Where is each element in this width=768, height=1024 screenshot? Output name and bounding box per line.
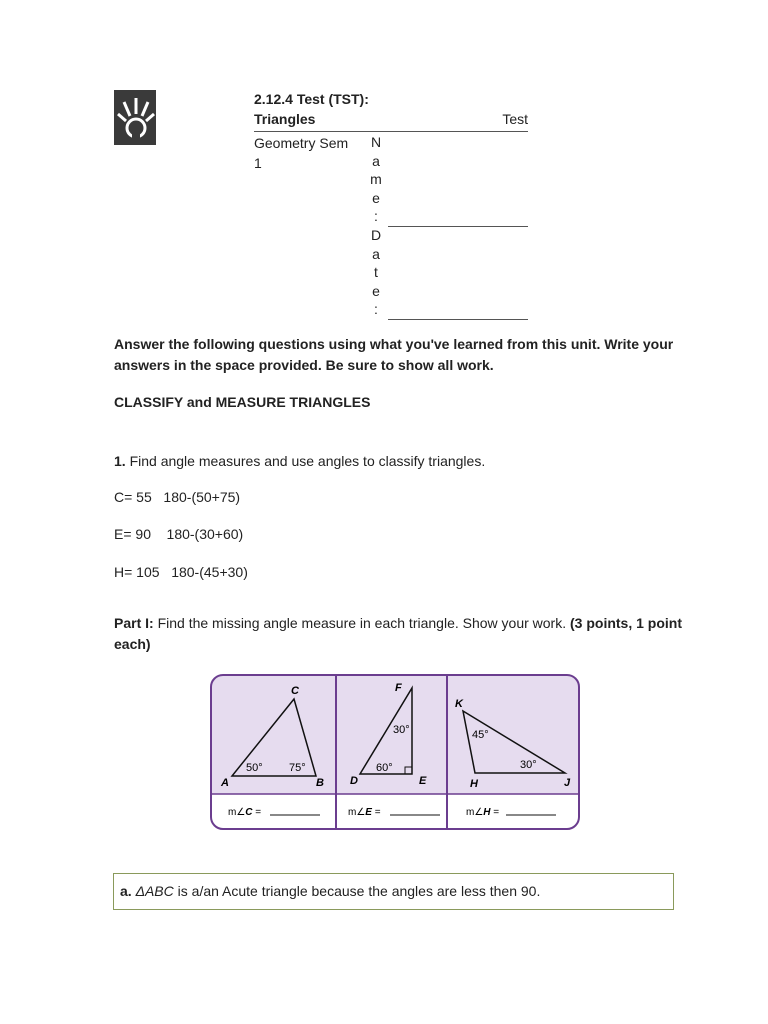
name-letter: :: [374, 208, 378, 224]
part-1-instructions: [114, 613, 684, 655]
vertex-label-e: E: [419, 775, 427, 787]
vertex-label-d: D: [350, 775, 358, 787]
date-letter: D: [370, 227, 382, 243]
answer-line: E= 90 180-(30+60): [114, 526, 244, 542]
name-letter: a: [372, 152, 380, 169]
test-type: Test: [502, 111, 528, 127]
answer-triangle: ΔABC: [135, 883, 174, 899]
name-field-line[interactable]: [388, 226, 528, 227]
answer-line: C= 55 180-(50+75): [114, 489, 241, 505]
part-text: Find the missing angle measure in each triangle. Show your work.: [153, 615, 571, 631]
lightbulb-logo-icon: [114, 90, 156, 145]
name-letter: e: [372, 189, 380, 206]
blank-label-c: [228, 807, 261, 818]
angle-label: 45°: [472, 729, 489, 741]
vertex-label-a: A: [221, 777, 229, 789]
section-title: CLASSIFY and MEASURE TRIANGLES: [114, 394, 371, 410]
vertex-label-h: H: [470, 778, 478, 790]
answer-a-box[interactable]: [113, 873, 674, 910]
name-letter: m: [370, 171, 382, 187]
question-text: Find angle measures and use angles to classify triangles.: [125, 453, 486, 469]
course-name: [254, 133, 364, 173]
header-divider: [254, 131, 528, 132]
question-1: [114, 451, 684, 472]
vertex-label-j: J: [564, 777, 571, 789]
answer-line: H= 105 180-(45+30): [114, 564, 248, 580]
date-letter: a: [372, 245, 380, 262]
blank-eq: =: [371, 807, 381, 818]
question-number: 1.: [114, 453, 126, 469]
name-letter: N: [370, 134, 382, 150]
blank-prefix: m∠: [348, 807, 366, 818]
test-title-line1: 2.12.4 Test (TST):: [254, 91, 369, 107]
course-line1: Geometry Sem: [254, 135, 349, 151]
part-label: Part I:: [114, 615, 154, 631]
blank-prefix: m∠: [466, 807, 484, 818]
part-points: (3 points, 1 point each): [114, 615, 683, 652]
blank-vertex: C: [245, 807, 253, 818]
date-letter: t: [374, 264, 378, 280]
blank-label-h: [466, 807, 499, 818]
course-line2: 1: [254, 155, 262, 171]
angle-label: 75°: [289, 762, 306, 774]
angle-label: 50°: [246, 762, 263, 774]
blank-eq: =: [252, 807, 262, 818]
date-label: [368, 226, 384, 319]
blank-eq: =: [490, 807, 500, 818]
vertex-label-f: F: [395, 682, 402, 694]
blank-label-e: [348, 807, 381, 818]
blank-prefix: m∠: [228, 807, 246, 818]
vertex-label-b: B: [316, 777, 324, 789]
answer-text: is a/an Acute triangle because the angles are less then 90.: [173, 883, 541, 899]
blank-vertex: H: [483, 807, 491, 818]
instructions: Answer the following questions using what you've learned from this unit. Write your answers in the space provided. Be sure to show all work.: [114, 336, 674, 373]
triangle-figure: [210, 674, 580, 830]
test-title-line2: Triangles: [254, 111, 316, 127]
answer-label: a.: [120, 883, 132, 899]
date-letter: :: [374, 301, 378, 317]
date-letter: e: [372, 282, 380, 299]
vertex-label-c: C: [291, 685, 299, 697]
date-field-line[interactable]: [388, 319, 528, 320]
blank-vertex: E: [365, 807, 372, 818]
angle-label: 30°: [520, 759, 537, 771]
angle-label: 30°: [393, 724, 410, 736]
test-title: [254, 89, 528, 129]
name-label: [368, 133, 384, 226]
angle-label: 60°: [376, 762, 393, 774]
vertex-label-k: K: [455, 698, 463, 710]
